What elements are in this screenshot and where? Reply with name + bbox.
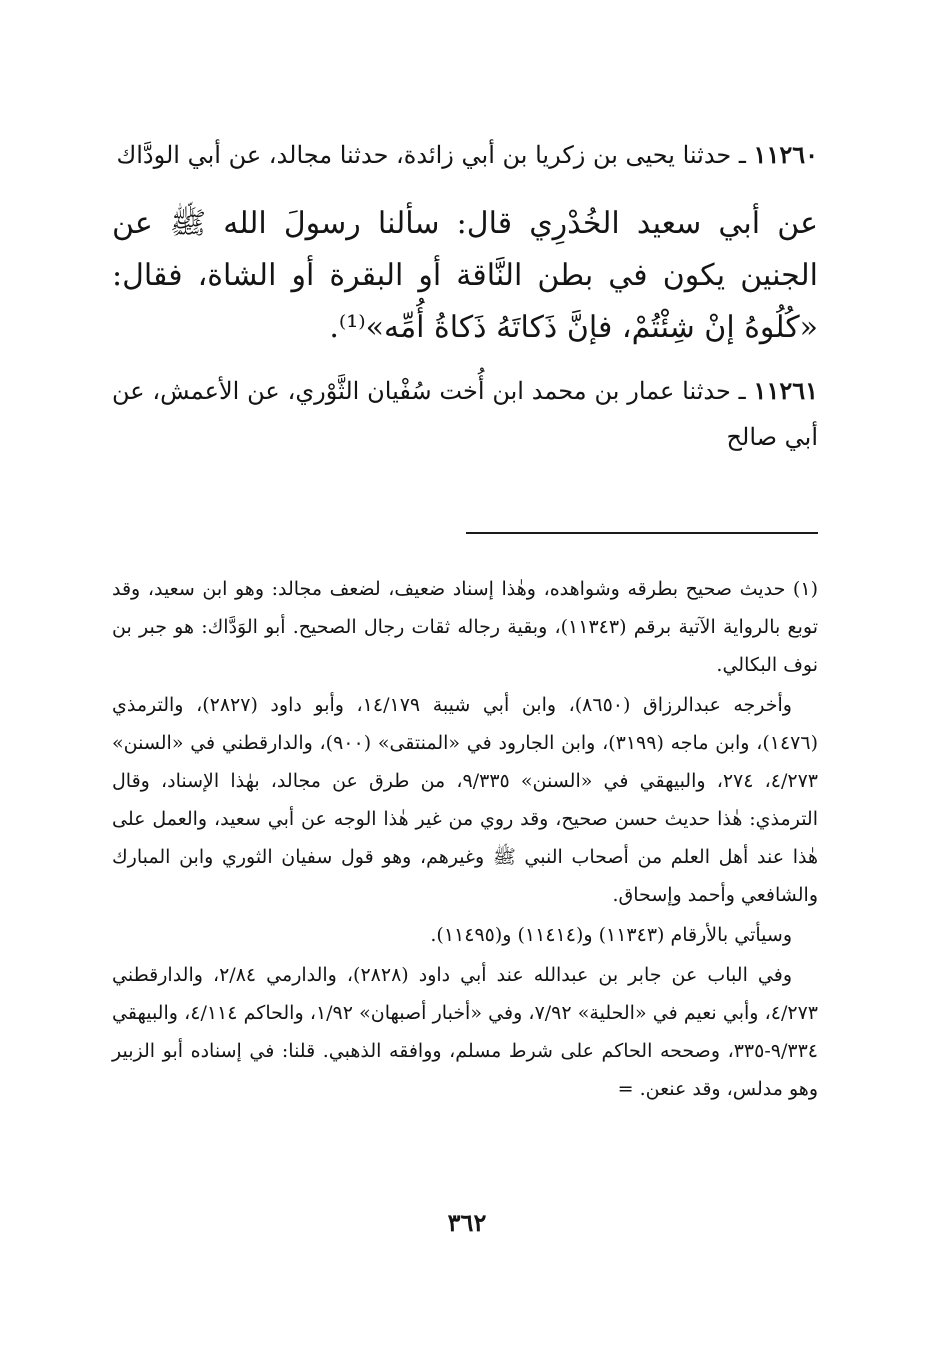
- footnote-paragraph-3: وسيأتي بالأرقام (١١٣٤٣) و(١١٤١٤) و(١١٤٩٥).: [430, 924, 792, 946]
- hadith-1260-chain: [112, 132, 818, 178]
- footnote-1: (١) حديث صحيح بطرقه وشواهده، وهٰذا إسناد ضعيف، لضعف مجالد: وهو ابن سعيد، وقد توبع بالرواية الآتية برقم (١١٣٤٣)، وبقية رجاله ثقات رجال الصحيح. أبو الوَدَّاك: هو جبر بن نوف البكالي.: [112, 578, 818, 676]
- footnote-paragraph-4: وفي الباب عن جابر بن عبدالله عند أبي داود (٢٨٢٨)، والدارمي ٢/٨٤، والدارقطني ٤/٢٧٣، وأبي نعيم في «الحلية» ٧/٩٢، وفي «أخبار أصبهان» ١/٩٢، والحاكم ٤/١١٤، والبيهقي ٩/٣٣٤-٣٣٥، وصححه الحاكم على شرط مسلم، ووافقه الذهبي. قلنا: في إسناده أبو الزبير وهو مدلس، وقد عنعن. =: [112, 964, 818, 1100]
- hadith-1261-chain-text: ـ حدثنا عمار بن محمد ابن أُخت سُفْيان الثَّوْري، عن الأعمش، عن أبي صالح: [112, 377, 818, 451]
- page-number: ٣٦٢: [447, 1208, 487, 1237]
- footnote-separator: [466, 532, 818, 534]
- footnotes: [112, 570, 818, 1108]
- hadith-1260-body: عن أبي سعيد الخُدْرِي قال: سألنا رسولَ الله ﷺ عن الجنين يكون في بطن النَّاقة أو البقرة أو الشاة، فقال: «كُلُوهُ إنْ شِئْتُمْ، فإنَّ ذَكاتَهُ ذَكاةُ أُمِّه»⁽¹⁾.: [112, 206, 818, 345]
- hadith-1260-chain-text: ـ حدثنا يحيى بن زكريا بن أبي زائدة، حدثنا مجالد، عن أبي الودَّاك: [116, 141, 754, 169]
- hadith-number-1261: ١١٢٦١: [753, 376, 818, 405]
- main-text: [112, 132, 818, 460]
- hadith-number-1260: ١١٢٦٠: [753, 140, 818, 169]
- hadith-1261-chain: [112, 368, 818, 460]
- footnote-paragraph-2: وأخرجه عبدالرزاق (٨٦٥٠)، وابن أبي شيبة ١٤/١٧٩، وأبو داود (٢٨٢٧)، والترمذي (١٤٧٦)، وابن ماجه (٣١٩٩)، وابن الجارود في «المنتقى» (٩٠٠)، والدارقطني في «السنن» ٤/٢٧٣، ٢٧٤، والبيهقي في «السنن» ٩/٣٣٥، من طرق عن مجالد، بهٰذا الإسناد، وقال الترمذي: هٰذا حديث حسن صحيح، وقد روي من غير هٰذا الوجه عن أبي سعيد، والعمل على هٰذا عند أهل العلم من أصحاب النبي ﷺ وغيرهم، وهو قول سفيان الثوري وابن المبارك والشافعي وأحمد وإسحاق.: [112, 694, 819, 906]
